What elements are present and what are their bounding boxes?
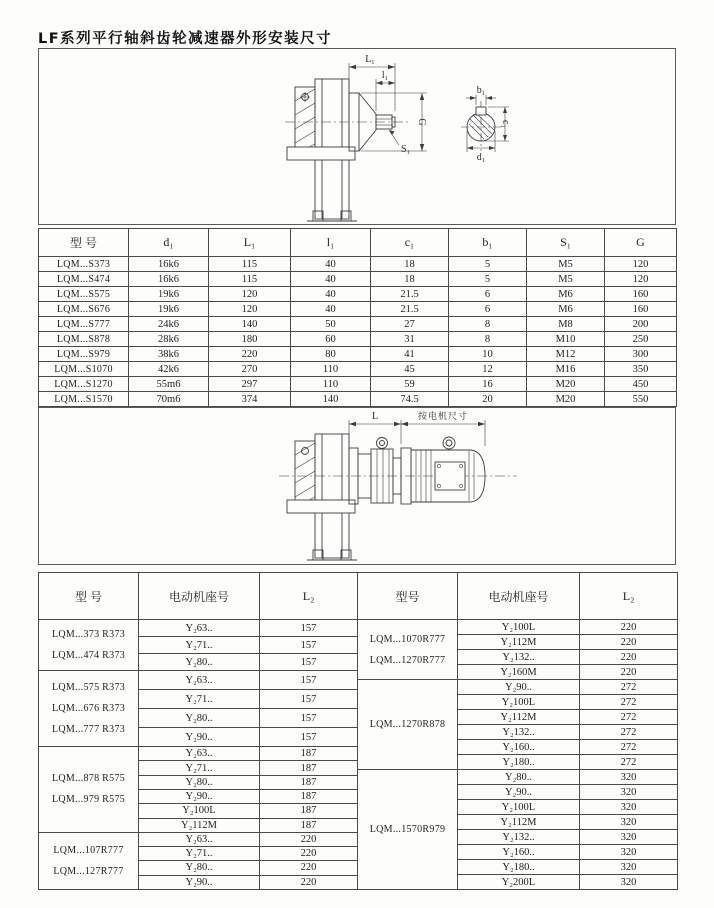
table-cell: 272 <box>580 740 678 755</box>
table-cell: 38k6 <box>129 347 209 362</box>
table-cell: Y₂112M <box>458 815 580 830</box>
table-cell: 157 <box>260 671 358 690</box>
table-cell: Y₂71.. <box>139 637 260 654</box>
table-cell: 180 <box>209 332 291 347</box>
table-cell: LQM...S373 <box>39 257 129 272</box>
table-cell: LQM...S979 <box>39 347 129 362</box>
table-cell: Y₂132.. <box>458 725 580 740</box>
table-cell: M12 <box>527 347 605 362</box>
model-cell <box>39 832 139 889</box>
table-cell: Y₂132.. <box>458 650 580 665</box>
table-row <box>39 287 677 302</box>
table-cell: LQM...S1070 <box>39 362 129 377</box>
table-cell: 5 <box>449 272 527 287</box>
table-cell: 12 <box>449 362 527 377</box>
model-label: LQM...127R777 <box>53 865 124 877</box>
table-row <box>39 832 358 846</box>
table-cell: M20 <box>527 392 605 407</box>
table-cell: 272 <box>580 725 678 740</box>
table-cell: 8 <box>449 317 527 332</box>
dim-label-l1: l₁ <box>381 70 389 81</box>
table-cell: Y₂63.. <box>139 832 260 846</box>
table-cell: 272 <box>580 695 678 710</box>
column-header: 电动机座号 <box>458 573 580 620</box>
table-row <box>39 620 358 637</box>
model-label: LQM...1270R878 <box>369 719 446 730</box>
table-cell: 157 <box>260 637 358 654</box>
table-cell: Y₂63.. <box>139 747 260 761</box>
table-cell: LQM...S777 <box>39 317 129 332</box>
table-row <box>39 347 677 362</box>
table-header-row <box>358 573 678 620</box>
column-header: c₁ <box>371 229 449 257</box>
table-cell: Y₂71.. <box>139 847 260 861</box>
table-cell: LQM...S676 <box>39 302 129 317</box>
table-cell: 50 <box>291 317 371 332</box>
column-header: L₂ <box>580 573 678 620</box>
model-cell <box>39 620 139 671</box>
dim-label-c1: c₁ <box>500 120 511 128</box>
table-cell: 374 <box>209 392 291 407</box>
table-cell: Y₂132.. <box>458 830 580 845</box>
table-cell: 220 <box>209 347 291 362</box>
table-cell: Y₂80.. <box>139 775 260 789</box>
dim-label-b1: b₁ <box>476 85 486 96</box>
table-cell: 270 <box>209 362 291 377</box>
table-cell: 140 <box>209 317 291 332</box>
table-cell: 21.5 <box>371 302 449 317</box>
table-cell: 31 <box>371 332 449 347</box>
table-cell: 16k6 <box>129 257 209 272</box>
column-header: 型 号 <box>39 573 139 620</box>
table-cell: M20 <box>527 377 605 392</box>
table-cell: Y₂160.. <box>458 740 580 755</box>
table-row <box>39 392 677 407</box>
table-cell: LQM...S1270 <box>39 377 129 392</box>
dim-label-G: G <box>416 118 427 126</box>
table-row <box>39 317 677 332</box>
table-cell: 220 <box>580 665 678 680</box>
table-cell: 272 <box>580 680 678 695</box>
model-cell <box>358 620 458 680</box>
table-cell: Y₂112M <box>458 635 580 650</box>
table-cell: 42k6 <box>129 362 209 377</box>
table-cell: 120 <box>605 272 677 287</box>
model-cell <box>358 770 458 890</box>
table-cell: Y₂160M <box>458 665 580 680</box>
table-cell: 16k6 <box>129 272 209 287</box>
table-cell: Y₂90.. <box>458 785 580 800</box>
table-cell: Y₂63.. <box>139 620 260 637</box>
table-cell: Y₂100L <box>458 695 580 710</box>
table-cell: M6 <box>527 302 605 317</box>
table-cell: 60 <box>291 332 371 347</box>
table-cell: 157 <box>260 728 358 747</box>
table-cell: 272 <box>580 710 678 725</box>
table-cell: Y₂90.. <box>139 728 260 747</box>
table-cell: 160 <box>605 287 677 302</box>
motor-frame-table-right <box>357 572 678 890</box>
model-label: LQM...373 R373 <box>51 629 126 641</box>
dim-label-S1: S₁ <box>401 144 411 155</box>
model-label: LQM...777 R373 <box>51 724 126 736</box>
table-row <box>358 680 678 695</box>
model-label: LQM...1070R777 <box>369 633 446 645</box>
model-label: LQM...1270R777 <box>369 654 446 666</box>
table-cell: 5 <box>449 257 527 272</box>
table-cell: 157 <box>260 709 358 728</box>
table-cell: 28k6 <box>129 332 209 347</box>
column-header: l₁ <box>291 229 371 257</box>
table-cell: Y₂180.. <box>458 860 580 875</box>
table-header-row <box>39 229 677 257</box>
column-header: d₁ <box>129 229 209 257</box>
table-row <box>39 302 677 317</box>
table-cell: 6 <box>449 287 527 302</box>
table-cell: Y₂80.. <box>139 654 260 671</box>
table-cell: 272 <box>580 755 678 770</box>
table-cell: 18 <box>371 272 449 287</box>
model-label: LQM...575 R373 <box>51 682 126 694</box>
table-cell: LQM...S474 <box>39 272 129 287</box>
table-cell: 120 <box>605 257 677 272</box>
table-cell: 16 <box>449 377 527 392</box>
column-header: L₂ <box>260 573 358 620</box>
table-cell: Y₂200L <box>458 875 580 890</box>
table-cell: 19k6 <box>129 287 209 302</box>
reducer-with-motor-diagram <box>38 407 676 565</box>
table-cell: Y₂90.. <box>139 789 260 803</box>
reducer-dimension-diagram <box>38 48 676 225</box>
table-cell: 115 <box>209 272 291 287</box>
table-cell: 6 <box>449 302 527 317</box>
table-cell: 320 <box>580 845 678 860</box>
geared-motor-drawing <box>39 408 675 564</box>
column-header: 型号 <box>358 573 458 620</box>
table-cell: Y₂112M <box>458 710 580 725</box>
table-cell: 40 <box>291 302 371 317</box>
table-cell: 450 <box>605 377 677 392</box>
table-cell: 350 <box>605 362 677 377</box>
reducer-side-view-drawing <box>39 49 675 224</box>
table-cell: 220 <box>260 847 358 861</box>
table-cell: 320 <box>580 860 678 875</box>
table-cell: Y₂100L <box>139 804 260 818</box>
table-cell: 45 <box>371 362 449 377</box>
column-header: G <box>605 229 677 257</box>
table-cell: 110 <box>291 377 371 392</box>
table-row <box>39 671 358 690</box>
table-cell: Y₂112M <box>139 818 260 832</box>
column-header: 电动机座号 <box>139 573 260 620</box>
table-cell: M10 <box>527 332 605 347</box>
table-cell: M16 <box>527 362 605 377</box>
table-row <box>39 747 358 761</box>
table-cell: Y₂80.. <box>139 709 260 728</box>
table-cell: 250 <box>605 332 677 347</box>
table-cell: 157 <box>260 654 358 671</box>
table-cell: 74.5 <box>371 392 449 407</box>
table-cell: 40 <box>291 287 371 302</box>
column-header: L₁ <box>209 229 291 257</box>
model-cell <box>39 671 139 747</box>
table-cell: 157 <box>260 690 358 709</box>
model-label: LQM...474 R373 <box>51 650 126 662</box>
model-label: LQM...979 R575 <box>51 794 126 806</box>
table-cell: 187 <box>260 747 358 761</box>
table-cell: 19k6 <box>129 302 209 317</box>
table-cell: Y₂71.. <box>139 690 260 709</box>
table-cell: Y₂80.. <box>458 770 580 785</box>
table-cell: 80 <box>291 347 371 362</box>
page-title: LF系列平行轴斜齿轮减速器外形安装尺寸 <box>38 31 333 47</box>
table-cell: 120 <box>209 287 291 302</box>
model-cell <box>358 680 458 770</box>
table-cell: 320 <box>580 875 678 890</box>
table-cell: 10 <box>449 347 527 362</box>
table-cell: 187 <box>260 761 358 775</box>
column-header: b₁ <box>449 229 527 257</box>
table-cell: 550 <box>605 392 677 407</box>
table-row <box>39 362 677 377</box>
table-cell: 24k6 <box>129 317 209 332</box>
dim-label-d1: d₁ <box>476 152 486 163</box>
table-cell: 187 <box>260 775 358 789</box>
table-cell: 110 <box>291 362 371 377</box>
table-cell: 297 <box>209 377 291 392</box>
table-cell: Y₂90.. <box>458 680 580 695</box>
table-cell: 160 <box>605 302 677 317</box>
dim-label-L1: L₁ <box>365 54 375 65</box>
table-cell: 40 <box>291 257 371 272</box>
table-cell: Y₂160.. <box>458 845 580 860</box>
table-cell: 220 <box>580 650 678 665</box>
table-cell: Y₂80.. <box>139 861 260 875</box>
model-label: LQM...107R777 <box>53 844 124 856</box>
motor-frame-table <box>38 572 676 890</box>
table-cell: 320 <box>580 785 678 800</box>
table-cell: M8 <box>527 317 605 332</box>
table-cell: 27 <box>371 317 449 332</box>
table-cell: 157 <box>260 620 358 637</box>
table-cell: M5 <box>527 272 605 287</box>
table-cell: 220 <box>260 861 358 875</box>
table-cell: 220 <box>260 875 358 889</box>
table-cell: 120 <box>209 302 291 317</box>
model-label: LQM...676 R373 <box>51 703 126 715</box>
table-cell: 200 <box>605 317 677 332</box>
table-cell: 187 <box>260 804 358 818</box>
shaft-dimensions-table <box>38 228 677 407</box>
table-cell: 40 <box>291 272 371 287</box>
column-header: 型 号 <box>39 229 129 257</box>
table-cell: M6 <box>527 287 605 302</box>
table-cell: Y₂71.. <box>139 761 260 775</box>
table-cell: 220 <box>260 832 358 846</box>
table-cell: 320 <box>580 830 678 845</box>
table-cell: 320 <box>580 815 678 830</box>
table-cell: 187 <box>260 789 358 803</box>
table-cell: 21.5 <box>371 287 449 302</box>
table-cell: 18 <box>371 257 449 272</box>
column-header: S₁ <box>527 229 605 257</box>
table-cell: 20 <box>449 392 527 407</box>
table-cell: 115 <box>209 257 291 272</box>
table-cell: Y₂100L <box>458 620 580 635</box>
table-row <box>39 257 677 272</box>
table-row <box>39 272 677 287</box>
table-cell: 300 <box>605 347 677 362</box>
table-cell: Y₂180.. <box>458 755 580 770</box>
table-cell: 187 <box>260 818 358 832</box>
table-cell: 55m6 <box>129 377 209 392</box>
table-cell: Y₂100L <box>458 800 580 815</box>
table-cell: 220 <box>580 620 678 635</box>
table-cell: 70m6 <box>129 392 209 407</box>
table-header-row <box>39 573 358 620</box>
table-cell: LQM...S878 <box>39 332 129 347</box>
table-row <box>39 332 677 347</box>
table-cell: Y₂90.. <box>139 875 260 889</box>
table-cell: 41 <box>371 347 449 362</box>
table-cell: 320 <box>580 770 678 785</box>
table-row <box>358 770 678 785</box>
table-cell: 320 <box>580 800 678 815</box>
model-label: LQM...1570R979 <box>369 824 446 835</box>
dim-label-per-motor: 按电机尺寸 <box>417 412 469 422</box>
table-cell: Y₂63.. <box>139 671 260 690</box>
table-cell: LQM...S1570 <box>39 392 129 407</box>
motor-frame-table-left <box>38 572 358 890</box>
model-cell <box>39 747 139 833</box>
table-cell: LQM...S575 <box>39 287 129 302</box>
table-cell: 8 <box>449 332 527 347</box>
table-cell: 59 <box>371 377 449 392</box>
table-cell: 220 <box>580 635 678 650</box>
table-cell: M5 <box>527 257 605 272</box>
table-row <box>358 620 678 635</box>
dim-label-L2: L <box>371 411 379 422</box>
table-cell: 140 <box>291 392 371 407</box>
table-row <box>39 377 677 392</box>
model-label: LQM...878 R575 <box>51 773 126 785</box>
